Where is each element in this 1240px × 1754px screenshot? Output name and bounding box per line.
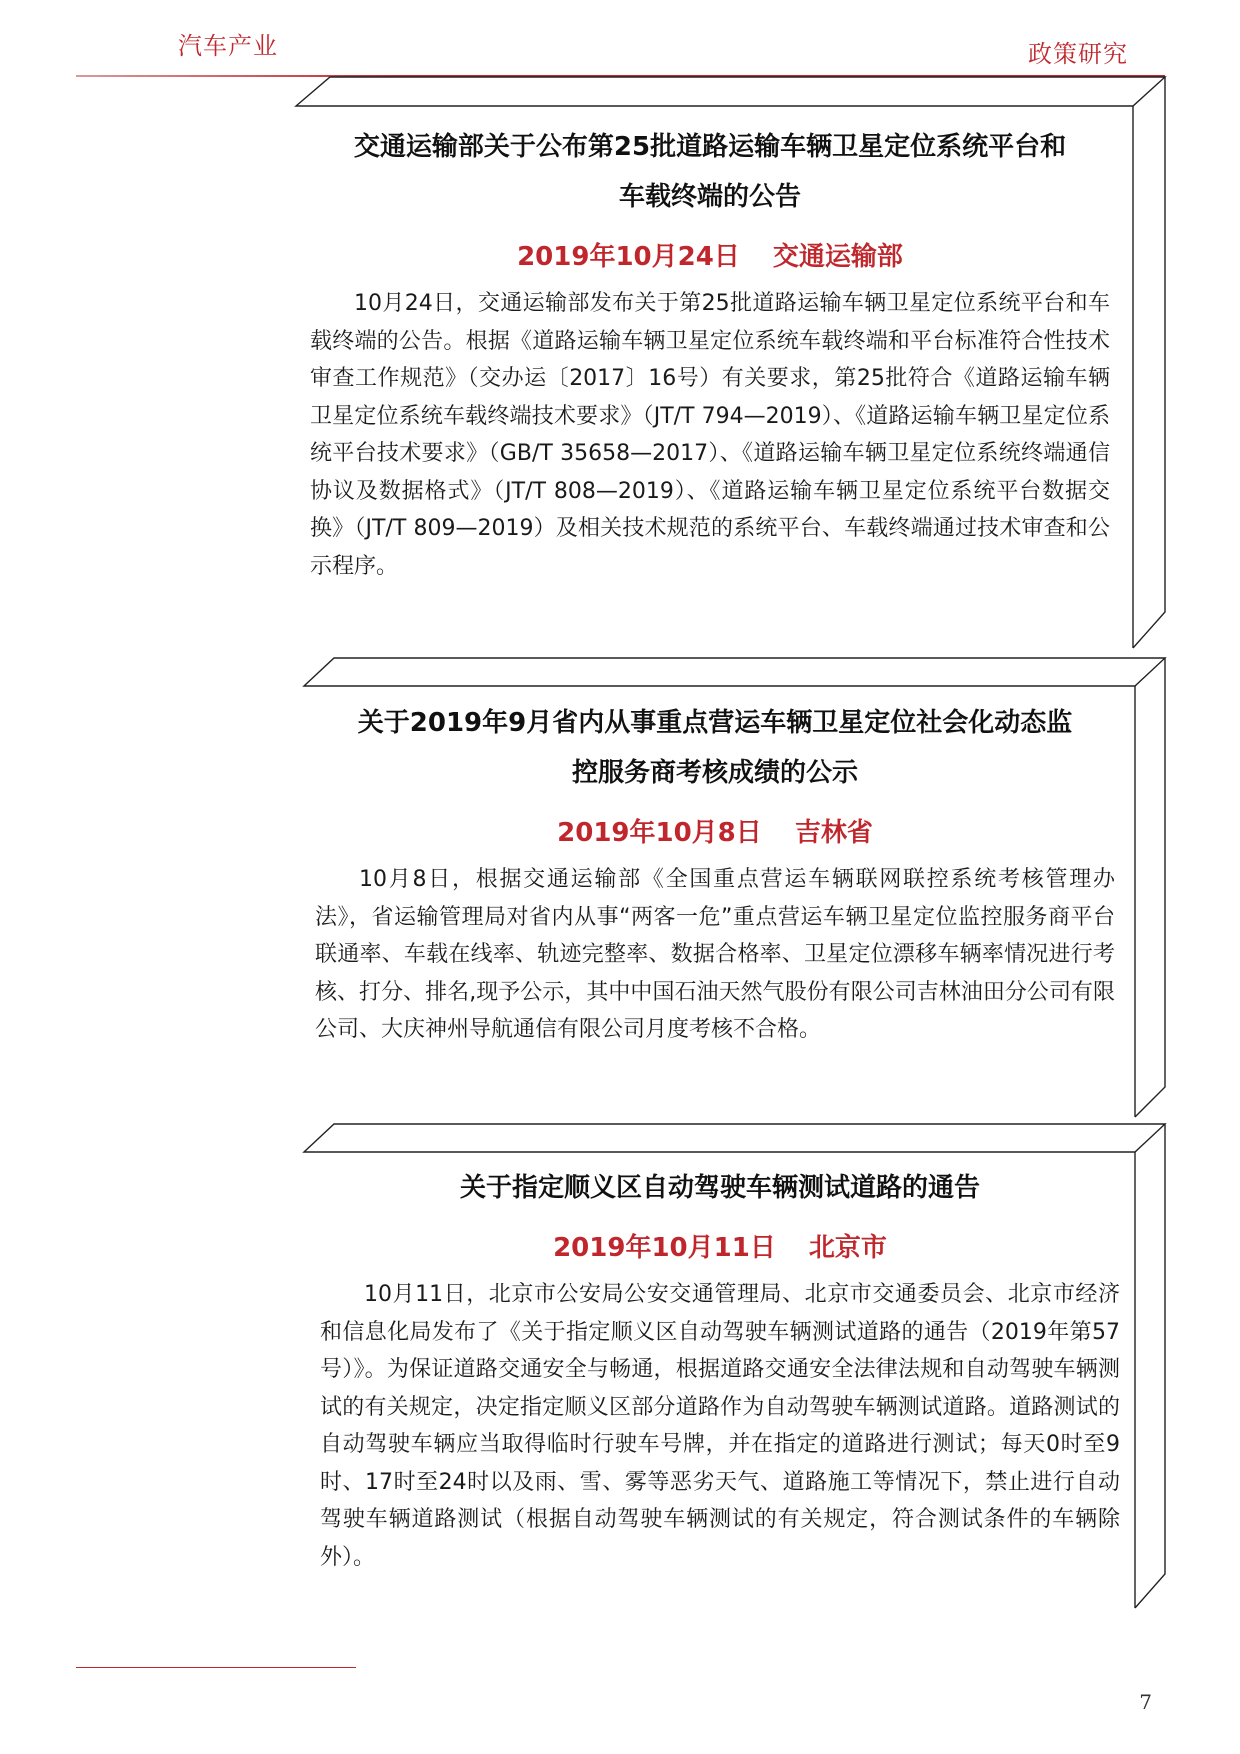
article-2 — [315, 698, 1115, 1049]
article-1-meta — [310, 236, 1110, 273]
article-3-meta — [320, 1227, 1120, 1264]
article-1-title — [310, 122, 1110, 222]
article-2-title-line1: 关于2019年9月省内从事重点营运车辆卫星定位社会化动态监 — [357, 708, 1073, 738]
page-number: 7 — [1139, 1690, 1152, 1714]
article-2-source: 吉林省 — [794, 818, 873, 848]
article-frame-1 — [296, 77, 1165, 106]
article-3-date: 2019年10月11日 — [553, 1233, 776, 1263]
article-2-title-line2: 控服务商考核成绩的公示 — [571, 758, 858, 788]
article-3-title — [320, 1163, 1120, 1213]
article-frame-3-side — [1135, 1124, 1165, 1608]
article-3 — [320, 1163, 1120, 1576]
article-1-body: 10月24日，交通运输部发布关于第25批道路运输车辆卫星定位系统平台和车载终端的公告。根据《道路运输车辆卫星定位系统车载终端和平台标准符合性技术审查工作规范》（交办运〔2017〕16号）有关要求，第25批符合《道路运输车辆卫星定位系统车载终端技术要求》（JT/T 794—2019）、《道路运输车辆卫星定位系统平台技术要求》（GB/T 35658—2017）、《道路运输车辆卫星定位系统终端通信协议及数据格式》（JT/T 808—2019）、《道路运输车辆卫星定位系统平台数据交换》（JT/T 809—2019）及相关技术规范的系统平台、车载终端通过技术审查和公示程序。 — [310, 291, 1110, 579]
article-frame-2 — [304, 658, 1165, 686]
article-3-title-line1: 关于指定顺义区自动驾驶车辆测试道路的通告 — [459, 1173, 980, 1203]
article-1-date: 2019年10月24日 — [517, 242, 740, 272]
article-frame-1-side — [1133, 77, 1165, 648]
header-section-label: 汽车产业 — [178, 32, 278, 60]
article-2-title — [315, 698, 1115, 798]
footer-divider — [76, 1667, 356, 1668]
article-2-body: 10月8日，根据交通运输部《全国重点营运车辆联网联控系统考核管理办法》，省运输管理局对省内从事“两客一危”重点营运车辆卫星定位监控服务商平台联通率、车载在线率、轨迹完整率、数据合格率、卫星定位漂移车辆率情况进行考核、打分、排名,现予公示，其中中国石油天然气股份有限公司吉林油田分公司有限公司、大庆神州导航通信有限公司月度考核不合格。 — [315, 867, 1115, 1042]
article-1-source: 交通运输部 — [772, 242, 903, 272]
article-2-date: 2019年10月8日 — [557, 818, 762, 848]
header-category-label: 政策研究 — [1028, 40, 1128, 68]
article-frame-3 — [304, 1124, 1165, 1152]
article-1-title-line2: 车载终端的公告 — [618, 182, 801, 212]
article-3-source: 北京市 — [808, 1233, 887, 1263]
article-frame-2-side — [1135, 658, 1165, 1117]
article-3-body: 10月11日，北京市公安局公安交通管理局、北京市交通委员会、北京市经济和信息化局发布了《关于指定顺义区自动驾驶车辆测试道路的通告（2019年第57号）》。为保证道路交通安全与畅通，根据道路交通安全法律法规和自动驾驶车辆测试的有关规定，决定指定顺义区部分道路作为自动驾驶车辆测试道路。道路测试的自动驾驶车辆应当取得临时行驶车号牌，并在指定的道路进行测试；每天0时至9时、17时至24时以及雨、雪、雾等恶劣天气、道路施工等情况下，禁止进行自动驾驶车辆道路测试（根据自动驾驶车辆测试的有关规定，符合测试条件的车辆除外）。 — [320, 1282, 1120, 1570]
article-2-meta — [315, 812, 1115, 849]
article-1-title-line1: 交通运输部关于公布第25批道路运输车辆卫星定位系统平台和 — [353, 132, 1067, 162]
article-1 — [310, 122, 1110, 585]
